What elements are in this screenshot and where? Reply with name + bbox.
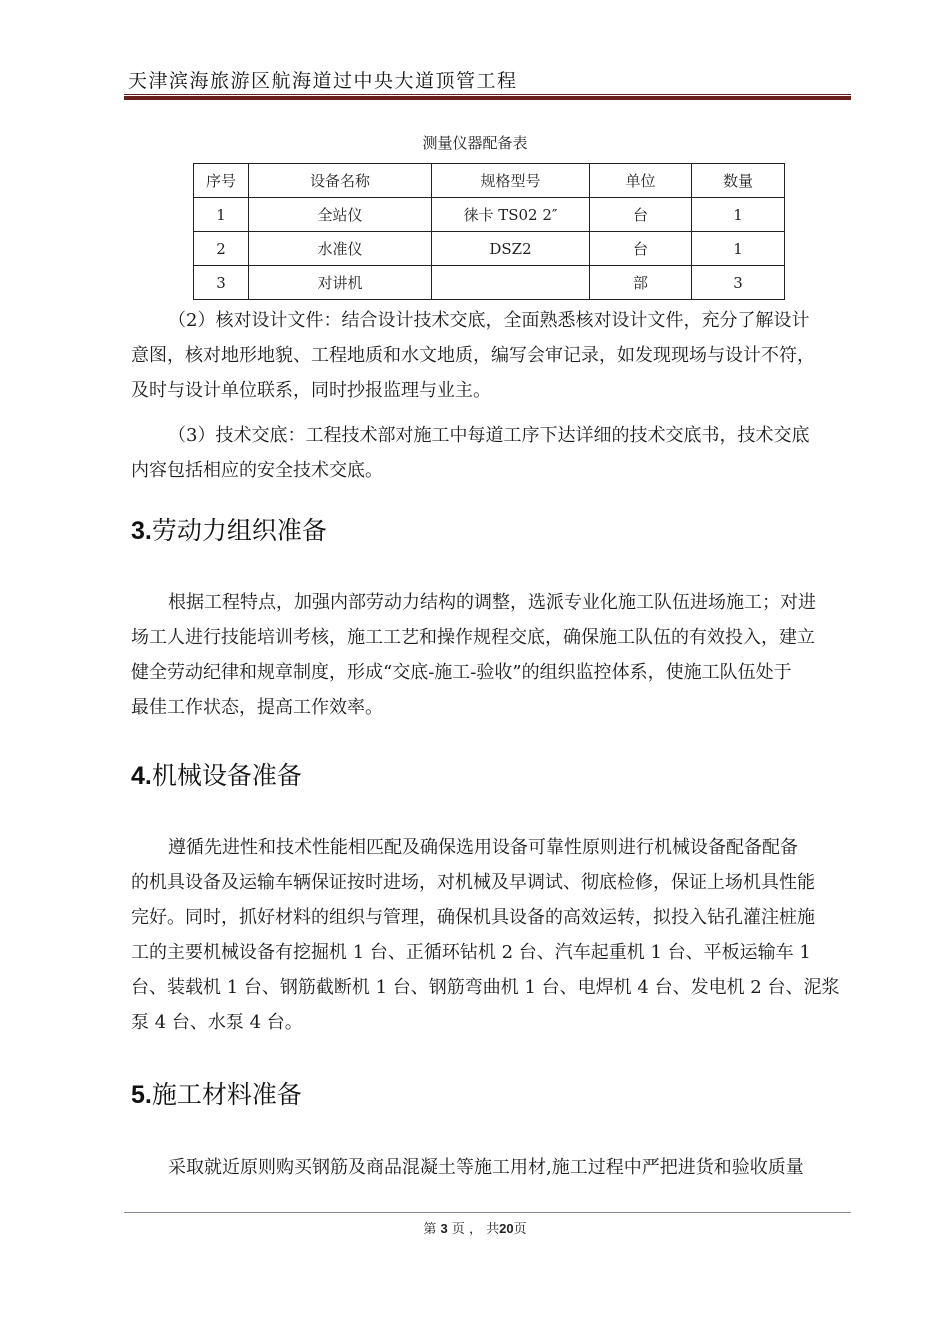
header-cell: 规格型号 bbox=[432, 164, 590, 198]
table-row bbox=[194, 266, 785, 300]
header-divider-thin bbox=[124, 94, 851, 95]
header-cell: 数量 bbox=[692, 164, 785, 198]
paragraph-line: 台、装载机 1 台、钢筋截断机 1 台、钢筋弯曲机 1 台、电焊机 4 台、发电机 2 台、泥浆 bbox=[131, 977, 840, 998]
section-title: 劳动力组织准备 bbox=[151, 516, 327, 545]
table-cell: 部 bbox=[590, 266, 692, 300]
section-number: 5. bbox=[131, 1081, 152, 1109]
paragraph-line: 采取就近原则购买钢筋及商品混凝土等施工用材,施工过程中严把进货和验收质量 bbox=[168, 1157, 804, 1178]
section-3-heading bbox=[131, 511, 327, 547]
table-cell: 徕卡 TS02 2″ bbox=[432, 198, 590, 232]
paragraph-line: 内容包括相应的安全技术交底。 bbox=[131, 460, 383, 481]
document-header-title: 天津滨海旅游区航海道过中央大道顶管工程 bbox=[128, 70, 518, 92]
table-cell: 水准仪 bbox=[249, 232, 432, 266]
paragraph-line: 的机具设备及运输车辆保证按时进场，对机械及早调试、彻底检修，保证上场机具性能 bbox=[131, 872, 815, 893]
paragraph-line: 健全劳动纪律和规章制度，形成“交底-施工-验收”的组织监控体系，使施工队伍处于 bbox=[131, 662, 792, 683]
header-cell: 设备名称 bbox=[249, 164, 432, 198]
header-cell: 序号 bbox=[194, 164, 249, 198]
table-cell: 台 bbox=[590, 198, 692, 232]
table-header-row bbox=[194, 164, 785, 198]
section-title: 机械设备准备 bbox=[151, 761, 302, 790]
table-row bbox=[194, 232, 785, 266]
instrument-table bbox=[193, 163, 785, 300]
section-title: 施工材料准备 bbox=[151, 1080, 302, 1109]
footer-suffix: 页 bbox=[513, 1222, 527, 1237]
table-cell: 3 bbox=[194, 266, 249, 300]
paragraph-line: 完好。同时，抓好材料的组织与管理，确保机具设备的高效运转，拟投入钻孔灌注桩施 bbox=[131, 907, 815, 928]
paragraph-line: 泵 4 台、水泵 4 台。 bbox=[131, 1012, 303, 1033]
table-cell bbox=[432, 266, 590, 300]
tech-briefing-paragraph bbox=[131, 418, 849, 488]
table-cell: 1 bbox=[194, 198, 249, 232]
footer-prefix: 第 bbox=[423, 1222, 437, 1237]
footer-total-pages: 20 bbox=[499, 1221, 514, 1236]
paragraph-line: 根据工程特点，加强内部劳动力结构的调整，选派专业化施工队伍进场施工；对进 bbox=[168, 592, 816, 613]
paragraph-line: 场工人进行技能培训考核，施工工艺和操作规程交底，确保施工队伍的有效投入，建立 bbox=[131, 627, 815, 648]
paragraph-line: （2）核对设计文件：结合设计技术交底，全面熟悉核对设计文件，充分了解设计 bbox=[168, 310, 810, 331]
table-caption: 测量仪器配备表 bbox=[422, 134, 528, 152]
header-cell: 单位 bbox=[590, 164, 692, 198]
section-number: 3. bbox=[131, 517, 152, 545]
table-cell: 全站仪 bbox=[249, 198, 432, 232]
paragraph-line: 意图，核对地形地貌、工程地质和水文地质，编写会审记录，如发现现场与设计不符， bbox=[131, 345, 815, 366]
table-cell: 3 bbox=[692, 266, 785, 300]
paragraph-line: 遵循先进性和技术性能相匹配及确保选用设备可靠性原则进行机械设备配备配备 bbox=[168, 837, 798, 858]
header-divider-thick bbox=[124, 96, 851, 100]
table-cell: 1 bbox=[692, 198, 785, 232]
table-cell: 2 bbox=[194, 232, 249, 266]
paragraph-line: 最佳工作状态，提高工作效率。 bbox=[131, 697, 383, 718]
design-review-paragraph bbox=[131, 303, 849, 408]
paragraph-line: 及时与设计单位联系，同时抄报监理与业主。 bbox=[131, 380, 491, 401]
table-row bbox=[194, 198, 785, 232]
section-4-heading bbox=[131, 756, 302, 792]
table-cell: 台 bbox=[590, 232, 692, 266]
footer-middle: 页 ， 共 bbox=[451, 1222, 500, 1237]
footer-page-number: 3 bbox=[440, 1221, 448, 1236]
section-number: 4. bbox=[131, 762, 152, 790]
table-cell: DSZ2 bbox=[432, 232, 590, 266]
paragraph-line: （3）技术交底：工程技术部对施工中每道工序下达详细的技术交底书，技术交底 bbox=[168, 425, 810, 446]
paragraph-line: 工的主要机械设备有挖掘机 1 台、正循环钻机 2 台、汽车起重机 1 台、平板运输车 1 bbox=[131, 942, 811, 963]
section-3-paragraph bbox=[131, 585, 849, 725]
section-4-paragraph bbox=[131, 830, 849, 1040]
table-cell: 1 bbox=[692, 232, 785, 266]
footer-divider bbox=[124, 1212, 851, 1213]
section-5-paragraph bbox=[131, 1150, 849, 1185]
table-cell: 对讲机 bbox=[249, 266, 432, 300]
page-footer bbox=[0, 1218, 950, 1237]
section-5-heading bbox=[131, 1075, 302, 1111]
